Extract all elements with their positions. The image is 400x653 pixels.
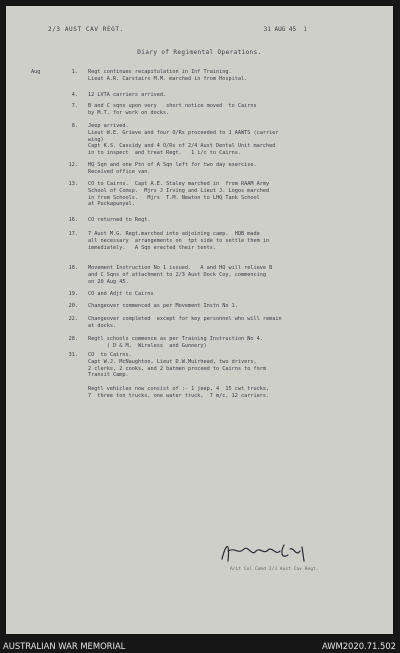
entry-line: at docks. <box>88 322 117 329</box>
entry-day: 17. <box>68 231 78 237</box>
entry-text <box>88 103 388 117</box>
entry-text <box>88 352 388 400</box>
entry-line: B and C sqns upon very short notice moved to Cairns <box>88 103 257 109</box>
unit-header: 2/3 AUST CAV REGT. <box>48 26 124 33</box>
entry-day: 16. <box>68 217 78 223</box>
signature-caption: A/Lt Col Comd 2/3 Aust Cav Regt. <box>230 567 319 572</box>
entry-text <box>88 336 388 350</box>
entry-line: Regtl schools commence as per Training Instruction No 4. <box>88 336 263 342</box>
entry-line <box>88 379 388 386</box>
entry-text <box>88 162 388 176</box>
entry-line: Regt continues recapitulation in Inf Training. <box>88 69 232 75</box>
entry-line: ( D & M, Wireless and Gunnery) <box>88 342 207 349</box>
entry-line: Regtl vehicles now consist of :- 1 jeep, 4 15 cwt trucks, <box>88 385 270 392</box>
entry-line: 7 three ton trucks, one water truck, 7 m/c, 12 carriers. <box>88 392 270 399</box>
entry-line: all necessary arrangements on tpt side to settle them in <box>88 237 270 244</box>
entry-day: 28. <box>68 336 78 342</box>
entry-text <box>88 303 388 310</box>
entry-line: HQ Sqn and one Ptn of A Sqn left for two day exercise. <box>88 162 257 168</box>
entry-day: 7. <box>71 103 78 109</box>
footer-source: AUSTRALIAN WAR MEMORIAL <box>3 641 126 651</box>
entry-line: wing) <box>88 136 104 143</box>
entry-day: 4. <box>71 92 78 98</box>
page-number: 1 <box>303 26 307 33</box>
entry-line: Transit Camp. <box>88 372 129 379</box>
diary-title: Diary of Regimental Operations. <box>137 49 262 56</box>
date-header <box>264 27 307 34</box>
entry-line: in from Schools. Mjrs T.M. Newton to LHQ Tank School <box>88 194 260 201</box>
entry-line: Movement Instruction No 1 issued. A and HQ will relieve B <box>88 265 273 271</box>
entry-day: 12. <box>68 162 78 168</box>
entry-line: Lieut W.E. Grieve and four O/Rs proceeded to 1 AAWTS (carrier <box>88 129 279 136</box>
month-label: Aug <box>31 69 41 75</box>
entry-line: by M.T. for work on docks. <box>88 109 170 116</box>
entry-day: 22. <box>68 316 78 322</box>
entry-line: CO to Cairns. <box>88 352 132 358</box>
entry-text <box>88 92 388 99</box>
entry-line: 2 clerks, 2 cooks, and 2 batmen proceed to Cairns to form <box>88 365 267 372</box>
entry-line: 7 Aust M.G. Regt.marched into adjoining camp. HQB made <box>88 231 260 237</box>
entry-text <box>88 181 388 208</box>
entry-line: Capt W.J. McNaughton, Lieut D.W.Muirhead, two drivers, <box>88 358 257 365</box>
entry-day: 8. <box>71 123 78 129</box>
entry-line: CO returned to Regt. <box>88 217 151 223</box>
document-page <box>6 6 393 634</box>
entry-text <box>88 316 388 330</box>
entry-day: 19. <box>68 291 78 297</box>
entry-line: immediately. A Sqn erected their tents. <box>88 244 217 251</box>
entry-day: 1. <box>71 69 78 75</box>
date-text: 31 AUG 45 <box>263 26 297 33</box>
entry-line: CO to Cairns. Capt A.E. Staley marched in from RAAM Army <box>88 181 270 187</box>
entry-text <box>88 265 388 285</box>
entry-text <box>88 217 388 224</box>
entry-text <box>88 291 388 298</box>
entry-day: 13. <box>68 181 78 187</box>
handwritten-signature <box>218 537 308 567</box>
footer-bar <box>0 640 400 653</box>
entry-line: Capt K.S. Cassidy and 4 O/Rs of 2/4 Aust Dental Unit marched <box>88 143 276 150</box>
entry-day: 31. <box>68 352 78 358</box>
entry-line: Lieut A.R. Carstairs M.M. marched in from Hospital. <box>88 75 248 82</box>
entry-line: and C Sqns of attachment to 2/3 Aust Dock Coy, commencing <box>88 271 267 278</box>
entry-line: CO and Adjt to Cairns <box>88 291 154 297</box>
entry-line: School of Comsp. Mjrs J Irving and Lieut J. Logos marched <box>88 187 270 194</box>
entry-line: in to inspect and treat Regt. 1 i/c to Cairns. <box>88 150 242 157</box>
entry-text <box>88 231 388 251</box>
entry-line: Changeover commenced as per Movement Instn No 1. <box>88 303 238 309</box>
entry-line: on 20 Aug 45. <box>88 278 129 285</box>
entry-line: 12 LVTA carriers arrived. <box>88 92 167 98</box>
entry-line: Changeover completed except for key personnel who will remain <box>88 316 282 322</box>
entry-line: Received office van. <box>88 168 151 175</box>
entry-day: 20. <box>68 303 78 309</box>
footer-reference: AWM2020.71.502 <box>321 641 396 651</box>
entry-text <box>88 69 388 83</box>
entry-text <box>88 123 388 157</box>
entry-day: 18. <box>68 265 78 271</box>
entry-line: Jeep arrived. <box>88 123 129 129</box>
entry-line: at Puckapunyal. <box>88 201 135 208</box>
